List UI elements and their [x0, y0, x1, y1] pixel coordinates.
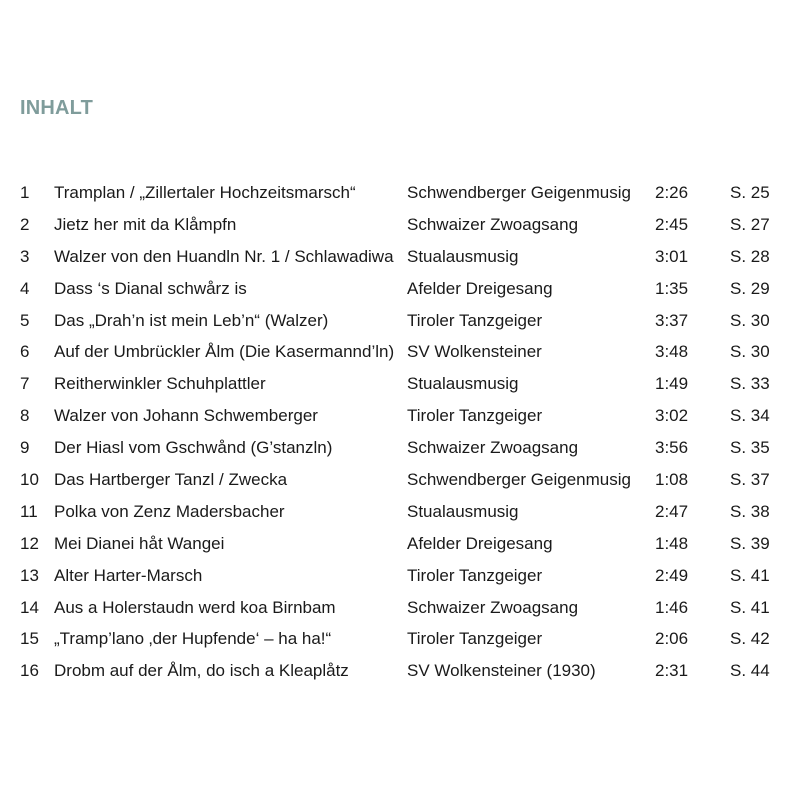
track-row: [0, 273, 800, 305]
track-row: [0, 623, 800, 655]
track-number: 12: [20, 533, 39, 553]
track-row: [0, 368, 800, 400]
track-title: Mei Dianei håt Wangei: [54, 533, 225, 553]
track-artist: Tiroler Tanzgeiger: [407, 406, 543, 426]
page-heading: INHALT: [20, 97, 94, 119]
track-row: [0, 655, 800, 687]
track-artist: Stualausmusig: [407, 246, 519, 266]
track-artist: Stualausmusig: [407, 374, 519, 394]
track-duration: 1:49: [655, 374, 689, 394]
track-duration: 3:01: [655, 246, 689, 266]
track-number: 4: [20, 278, 30, 298]
track-artist: Schwaizer Zwoagsang: [407, 438, 579, 458]
track-artist: Afelder Dreigesang: [407, 278, 553, 298]
track-number: 16: [20, 661, 39, 681]
track-page-ref: S. 27: [730, 214, 770, 234]
track-row: [0, 305, 800, 337]
track-page-ref: S. 41: [730, 597, 770, 617]
track-artist: Tiroler Tanzgeiger: [407, 629, 543, 649]
track-artist: SV Wolkensteiner: [407, 342, 542, 362]
track-artist: Stualausmusig: [407, 501, 519, 521]
track-row: [0, 400, 800, 432]
track-title: Walzer von Johann Schwemberger: [54, 406, 318, 426]
track-title: Jietz her mit da Klåmpfn: [54, 214, 237, 234]
track-page-ref: S. 29: [730, 278, 770, 298]
track-duration: 2:31: [655, 661, 689, 681]
track-number: 15: [20, 629, 39, 649]
track-title: Auf der Umbrückler Ålm (Die Kasermannd’ln): [54, 342, 395, 362]
track-title: Alter Harter-Marsch: [54, 565, 203, 585]
track-page-ref: S. 39: [730, 533, 770, 553]
track-number: 1: [20, 183, 30, 202]
track-duration: 1:46: [655, 597, 689, 617]
track-page-ref: S. 25: [730, 183, 770, 202]
track-title: „Tramp’lano ‚der Hupfende‘ – ha ha!“: [54, 629, 332, 649]
track-row: [0, 209, 800, 241]
track-duration: 3:56: [655, 438, 689, 458]
track-title: Dass ‘s Dianal schwårz is: [54, 278, 247, 298]
track-title: Das „Drah’n ist mein Leb’n“ (Walzer): [54, 310, 329, 330]
track-page-ref: S. 44: [730, 661, 770, 681]
track-page-ref: S. 41: [730, 565, 770, 585]
track-page-ref: S. 30: [730, 342, 770, 362]
track-row: [0, 528, 800, 560]
track-artist: Afelder Dreigesang: [407, 533, 553, 553]
track-artist: Schwaizer Zwoagsang: [407, 214, 579, 234]
track-duration: 2:45: [655, 214, 689, 234]
track-number: 8: [20, 406, 30, 426]
track-row: [0, 592, 800, 624]
track-row: [0, 496, 800, 528]
track-title: Tramplan / „Zillertaler Hochzeitsmarsch“: [54, 183, 356, 202]
track-title: Reitherwinkler Schuhplattler: [54, 374, 266, 394]
track-page-ref: S. 42: [730, 629, 770, 649]
track-title: Das Hartberger Tanzl / Zwecka: [54, 470, 288, 490]
track-number: 3: [20, 246, 30, 266]
track-title: Polka von Zenz Madersbacher: [54, 501, 285, 521]
track-row: [0, 560, 800, 592]
track-title: Der Hiasl vom Gschwånd (G’stanzln): [54, 438, 333, 458]
track-number: 10: [20, 470, 39, 490]
track-number: 2: [20, 214, 30, 234]
track-duration: 1:35: [655, 278, 689, 298]
track-row: [0, 241, 800, 273]
track-artist: Schwendberger Geigenmusig: [407, 183, 631, 202]
track-duration: 3:37: [655, 310, 689, 330]
track-duration: 2:26: [655, 183, 689, 202]
track-page-ref: S. 30: [730, 310, 770, 330]
track-title: Drobm auf der Ålm, do isch a Kleaplåtz: [54, 661, 349, 681]
track-number: 11: [20, 501, 38, 521]
track-row: [0, 336, 800, 368]
track-artist: Schwaizer Zwoagsang: [407, 597, 579, 617]
track-page-ref: S. 34: [730, 406, 770, 426]
track-title: Aus a Holerstaudn werd koa Birnbam: [54, 597, 336, 617]
track-number: 5: [20, 310, 30, 330]
track-row: [0, 177, 800, 209]
track-duration: 1:08: [655, 470, 689, 490]
track-page-ref: S. 28: [730, 246, 770, 266]
track-page-ref: S. 37: [730, 470, 770, 490]
track-number: 14: [20, 597, 39, 617]
track-number: 9: [20, 438, 30, 458]
track-duration: 3:48: [655, 342, 689, 362]
track-row: [0, 432, 800, 464]
track-duration: 3:02: [655, 406, 689, 426]
track-title: Walzer von den Huandln Nr. 1 / Schlawadiwa: [54, 246, 394, 266]
track-list: [0, 177, 800, 687]
track-artist: Tiroler Tanzgeiger: [407, 310, 543, 330]
track-page-ref: S. 33: [730, 374, 770, 394]
track-duration: 2:06: [655, 629, 689, 649]
track-duration: 2:49: [655, 565, 689, 585]
track-number: 7: [20, 374, 30, 394]
track-artist: SV Wolkensteiner (1930): [407, 661, 596, 681]
track-page-ref: S. 35: [730, 438, 770, 458]
track-number: 13: [20, 565, 39, 585]
track-artist: Schwendberger Geigenmusig: [407, 470, 631, 490]
track-duration: 2:47: [655, 501, 689, 521]
track-duration: 1:48: [655, 533, 689, 553]
track-artist: Tiroler Tanzgeiger: [407, 565, 543, 585]
track-number: 6: [20, 342, 30, 362]
track-page-ref: S. 38: [730, 501, 770, 521]
track-row: [0, 464, 800, 496]
